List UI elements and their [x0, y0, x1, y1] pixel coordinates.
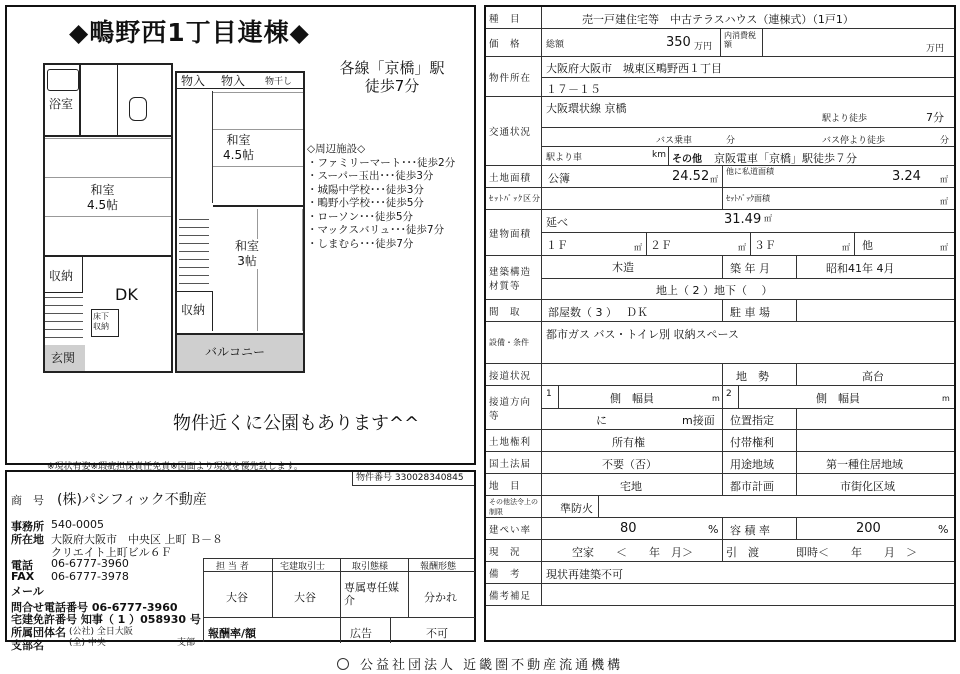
setback-label: ｾｯﾄﾊﾞｯｸ区分: [486, 188, 542, 209]
land-category: 宅地: [620, 480, 642, 493]
divider: [598, 496, 599, 518]
row-price: [486, 28, 954, 56]
price-value: 350: [666, 35, 691, 50]
branch-suffix: 支部: [177, 638, 196, 648]
divider: [542, 232, 954, 233]
f1-label: １Ｆ: [546, 239, 568, 252]
handover-label: 引 渡: [726, 546, 759, 559]
f2-label: ２Ｆ: [650, 239, 672, 252]
company-panel: [5, 470, 476, 652]
agent-name: 大谷: [226, 591, 248, 604]
divider: [796, 256, 797, 278]
tax-label-text: 内消費税額: [724, 31, 756, 49]
row-remarks2: [486, 583, 954, 605]
address-label: 所在地: [11, 533, 44, 546]
from-station-label: 駅より車: [546, 153, 583, 163]
divider: [722, 188, 723, 210]
park-note: 物件近くに公園もあります^^: [173, 413, 420, 434]
station-walk: 7分: [926, 111, 944, 124]
fother-label: 他: [862, 239, 873, 252]
spec-table: [484, 5, 956, 642]
col-header: 担 当 者: [216, 562, 249, 572]
facilities-list: [307, 143, 455, 251]
facility-item: ・鴫野小学校･･･徒歩5分: [307, 197, 424, 209]
postal-code: 540-0005: [51, 518, 104, 531]
road2: 2: [726, 389, 732, 399]
divider: [542, 408, 954, 409]
price-label: 価 格: [486, 29, 542, 56]
bus-stop-walk-label: バス停より徒歩: [822, 136, 886, 146]
tax-unit: 万円: [926, 44, 945, 54]
facility-item: ・マックスバリュ･･･徒歩7分: [307, 224, 445, 236]
fee-type: 分かれ: [424, 591, 457, 604]
road1: 1: [546, 389, 552, 399]
fax-label: FAX: [11, 570, 35, 583]
row-land-area: [486, 165, 954, 187]
total-floor: 31.49: [724, 212, 762, 227]
status-label: 現 況: [486, 540, 542, 561]
private-road-unit: ㎡: [940, 175, 948, 184]
stairs-1f: [45, 293, 83, 345]
underfloor-text: 床下 収納: [93, 312, 109, 331]
tel-label: 電話: [11, 559, 33, 572]
tax-label: [724, 31, 760, 49]
land-register: 公簿: [548, 172, 570, 185]
other-restrict-label: その他法令上の制限: [486, 496, 542, 517]
facility-item: ・城陽中学校･･･徒歩3分: [307, 183, 424, 196]
station-walk-label: 駅より徒歩: [822, 114, 868, 124]
total-floor-label: 延べ: [546, 216, 568, 229]
facility-item: ・ローソン･･･徒歩5分: [307, 210, 414, 223]
km-unit: km: [652, 150, 666, 160]
structure: 木造: [612, 261, 634, 274]
terrain-label: 地 勢: [736, 370, 769, 383]
ad-label: 広告: [350, 627, 372, 640]
f3-unit: ㎡: [842, 243, 850, 252]
branch-value: (全) 中央: [69, 638, 106, 648]
facility-item: ・スーパー玉出･･･徒歩3分: [307, 170, 434, 182]
location-line1: 大阪府大阪市 城東区鴫野西１丁目: [546, 62, 722, 75]
row-coverage: [486, 517, 954, 539]
row-location: [486, 56, 954, 96]
layout-label: 間 取: [486, 300, 542, 321]
divider: [542, 77, 954, 78]
washitsu-2f-b-text: 和室 3帖: [235, 239, 260, 268]
monohoshi-label: 物干し: [265, 77, 293, 87]
divider: [722, 540, 723, 562]
branch-label: 支部名: [11, 639, 44, 652]
location-line2: １７－１５: [546, 83, 601, 96]
built: 昭和41年 4月: [826, 262, 895, 275]
zoning-label: 用途地域: [730, 458, 774, 471]
trade-name: (株)パシフィック不動産: [57, 492, 207, 508]
train-line: 大阪環状線 京橋: [546, 102, 627, 115]
dk-label: DK: [115, 285, 138, 304]
status: 空家 ＜ 年 月＞: [572, 546, 693, 559]
monoire-1-label: 物入: [181, 74, 206, 88]
bus-ride-label: バス乗車: [656, 136, 693, 146]
divider: [212, 91, 213, 203]
facility-item: ・ファミリーマート･･･徒歩2分: [307, 156, 456, 169]
facilities-value: 都市ガス バス・トイレ別 収納スペース: [546, 328, 739, 341]
divider: [558, 386, 559, 408]
notice: ※現状有姿※瑕疵担保責任免責※図面より現況を優先致します。: [47, 462, 303, 472]
divider: [486, 605, 954, 606]
fax-value: 06-6777-3978: [51, 570, 129, 583]
divider: [722, 300, 723, 322]
other-value: 京阪電車「京橋」駅徒歩７分: [714, 152, 857, 165]
building-area-label: 建物面積: [486, 210, 542, 255]
property-title: ◆鴫野西1丁目連棟◆: [69, 18, 310, 47]
tatami-2f-b: [213, 209, 303, 331]
bcr-label: 建ぺい率: [486, 518, 542, 539]
divider: [720, 29, 721, 57]
price-total-label: 総額: [546, 40, 565, 50]
terrain: 高台: [862, 370, 884, 383]
stairs-2f: [179, 219, 209, 291]
position-label: 位置指定: [730, 414, 774, 427]
f1-unit: ㎡: [634, 243, 642, 252]
divider: [340, 559, 341, 643]
property-no-label: 物件番号: [356, 473, 393, 483]
transaction-type: [344, 581, 406, 607]
washitsu-1f-text: 和室 4.5帖: [87, 183, 119, 212]
row-setback: [486, 187, 954, 209]
row-land-right: [486, 429, 954, 451]
divider: [750, 232, 751, 256]
divider: [722, 256, 723, 278]
divider: [408, 559, 409, 617]
divider: [854, 232, 855, 256]
row-building-area: [486, 209, 954, 255]
ad-value: 不可: [426, 627, 448, 640]
bath-label: 浴室: [49, 97, 74, 111]
traffic-label: 交通状況: [486, 97, 542, 165]
row-structure: [486, 255, 954, 299]
row-road-direction: [486, 385, 954, 429]
row-type: [486, 7, 954, 28]
bcr-percent: %: [708, 523, 719, 536]
monoire-2-label: 物入: [221, 74, 246, 88]
divider: [646, 232, 647, 256]
divider: [796, 474, 797, 496]
org-logo-icon: [337, 658, 349, 670]
divider: [542, 146, 954, 147]
bcr: 80: [620, 521, 637, 536]
col-header: 宅建取引士: [280, 562, 326, 572]
entrance-label: 玄関: [51, 351, 76, 365]
footer-org: [0, 654, 960, 673]
bathtub: [47, 69, 79, 91]
divider: [722, 518, 723, 540]
f2-unit: ㎡: [738, 243, 746, 252]
storage-1f-label: 収納: [49, 269, 74, 283]
transaction-type-text: 専属専任媒介: [344, 581, 399, 607]
row-facilities: [486, 321, 954, 363]
access-info: [337, 59, 447, 95]
structure-label: 建築構造材質等: [486, 256, 542, 299]
other-restrict: 準防火: [560, 502, 593, 515]
land-right-label: 土地権利: [486, 430, 542, 451]
national-land: 不要（否）: [602, 458, 657, 471]
private-road-label-text: 他に私道面積: [726, 167, 774, 176]
office-label: 事務所: [11, 520, 44, 533]
road-dir-label: 接道方向等: [486, 386, 542, 429]
row-land-category: [486, 473, 954, 495]
col-header: 取引態様: [352, 562, 389, 572]
parking-label: 駐 車 場: [730, 306, 770, 319]
road2-m: m: [942, 394, 950, 403]
private-road: 3.24: [892, 169, 921, 184]
attached-right-label: 付帯権利: [730, 436, 774, 449]
agent-table: [203, 558, 474, 642]
floors: 地上（ 2 ）地下（ ）: [656, 284, 773, 297]
private-road-label: [726, 167, 778, 177]
divider: [722, 364, 723, 386]
facilities-title: ◇周辺施設◇: [307, 143, 366, 155]
divider: [542, 278, 954, 279]
total-floor-unit: ㎡: [764, 214, 772, 223]
other-label: その他: [672, 154, 702, 165]
zoning: 第一種住居地域: [826, 458, 903, 471]
washitsu-2f-a-label: [223, 133, 254, 163]
washitsu-2f-b-label: [235, 239, 259, 269]
mail-label: メール: [11, 585, 44, 598]
address-line2: クリエイト上町ビル６Ｆ: [51, 546, 172, 559]
far-label: 容 積 率: [730, 524, 770, 537]
road-contact: m接面: [682, 414, 715, 427]
tel-value: 06-6777-3960: [51, 557, 129, 570]
road-label: 接道状況: [486, 364, 542, 385]
divider: [738, 386, 739, 408]
divider: [796, 408, 797, 430]
agent-licensed: 大谷: [294, 591, 316, 604]
far-percent: %: [938, 523, 949, 536]
row-other-restrict: [486, 495, 954, 517]
type-label: 種 目: [486, 7, 542, 28]
remarks-label: 備 考: [486, 562, 542, 583]
divider: [272, 559, 273, 617]
access-line2: 徒歩7分: [364, 77, 420, 95]
location-label: 物件所在: [486, 57, 542, 96]
washitsu-1f-label: [87, 183, 118, 213]
divider: [722, 474, 723, 496]
remarks: 現状再建築不可: [546, 568, 623, 581]
national-land-label: 国土法届: [486, 452, 542, 473]
divider: [796, 364, 797, 386]
inquiry-tel: 問合せ電話番号 06-6777-3960: [11, 601, 178, 614]
divider: [796, 430, 797, 452]
divider: [722, 430, 723, 452]
f3-label: ３Ｆ: [754, 239, 776, 252]
divider: [542, 127, 954, 128]
land-area-label: 土地面積: [486, 166, 542, 187]
road2-width: 側 幅員: [816, 392, 860, 405]
facilities-label: 設備・条件: [486, 322, 542, 363]
handover: 即時＜ 年 月 ＞: [796, 546, 917, 559]
divider: [668, 146, 669, 166]
divider: [796, 452, 797, 474]
access-line1: 各線「京橋」駅: [339, 59, 445, 77]
setback-area-unit: ㎡: [940, 197, 948, 206]
divider: [390, 617, 391, 643]
footer-text: 公益社団法人 近畿圏不動産流通機構: [360, 658, 624, 673]
row-layout: [486, 299, 954, 321]
row-traffic: [486, 96, 954, 165]
address-line1: 大阪府大阪市 中央区 上町 Ｂ－８: [51, 533, 223, 546]
far: 200: [856, 521, 881, 536]
trade-name-label: 商 号: [11, 494, 44, 507]
washitsu-2f-a-text: 和室 4.5帖: [223, 133, 255, 162]
land-area: 24.52: [672, 169, 710, 184]
property-no-box: [352, 472, 474, 486]
assoc-value: (公社) 全日大阪: [69, 627, 133, 637]
toilet: [129, 97, 147, 121]
col-header: 報酬形態: [420, 562, 457, 572]
facility-item: ・しまむら･･･徒歩7分: [307, 237, 414, 250]
property-no: 330028340845: [394, 473, 464, 483]
land-right: 所有権: [612, 436, 645, 449]
row-remarks: [486, 561, 954, 583]
divider: [213, 205, 303, 207]
type-value: 売一戸建住宅等 中古テラスハウス（連棟式）（1戸1）: [582, 13, 854, 26]
divider: [796, 300, 797, 322]
price-unit: 万円: [694, 42, 713, 52]
underfloor-label: [93, 312, 109, 332]
city-plan-label: 都市計画: [730, 480, 774, 493]
fee-label: 報酬率/額: [208, 627, 257, 640]
license-no: 宅建免許番号 知事（ 1 ）058930 号: [11, 613, 201, 626]
land-category-label: 地 目: [486, 474, 542, 495]
bus-stop-minutes: 分: [940, 136, 950, 146]
road1-width: 側 幅員: [610, 392, 654, 405]
road-ni: に: [596, 414, 607, 427]
row-status: [486, 539, 954, 561]
road1-m: m: [712, 394, 720, 403]
balcony-label: バルコニー: [205, 345, 266, 359]
divider: [762, 29, 763, 57]
divider: [722, 452, 723, 474]
flyer-panel: [5, 5, 476, 472]
setback-area-label: ｾｯﾄﾊﾞｯｸ面積: [726, 194, 770, 203]
remarks2-label: 備考補足: [486, 584, 542, 605]
layout: 部屋数（ 3 ） ＤＫ: [548, 306, 648, 319]
fother-unit: ㎡: [940, 243, 948, 252]
row-road: [486, 363, 954, 385]
divider: [796, 518, 797, 540]
bus-minutes: 分: [726, 136, 736, 146]
row-national-land: [486, 451, 954, 473]
city-plan: 市街化区域: [840, 480, 895, 493]
divider: [722, 166, 723, 188]
built-label: 築 年 月: [730, 262, 770, 275]
storage-2f-label: 収納: [181, 303, 206, 317]
assoc-label: 所属団体名: [11, 626, 66, 639]
land-area-unit: ㎡: [710, 175, 718, 184]
